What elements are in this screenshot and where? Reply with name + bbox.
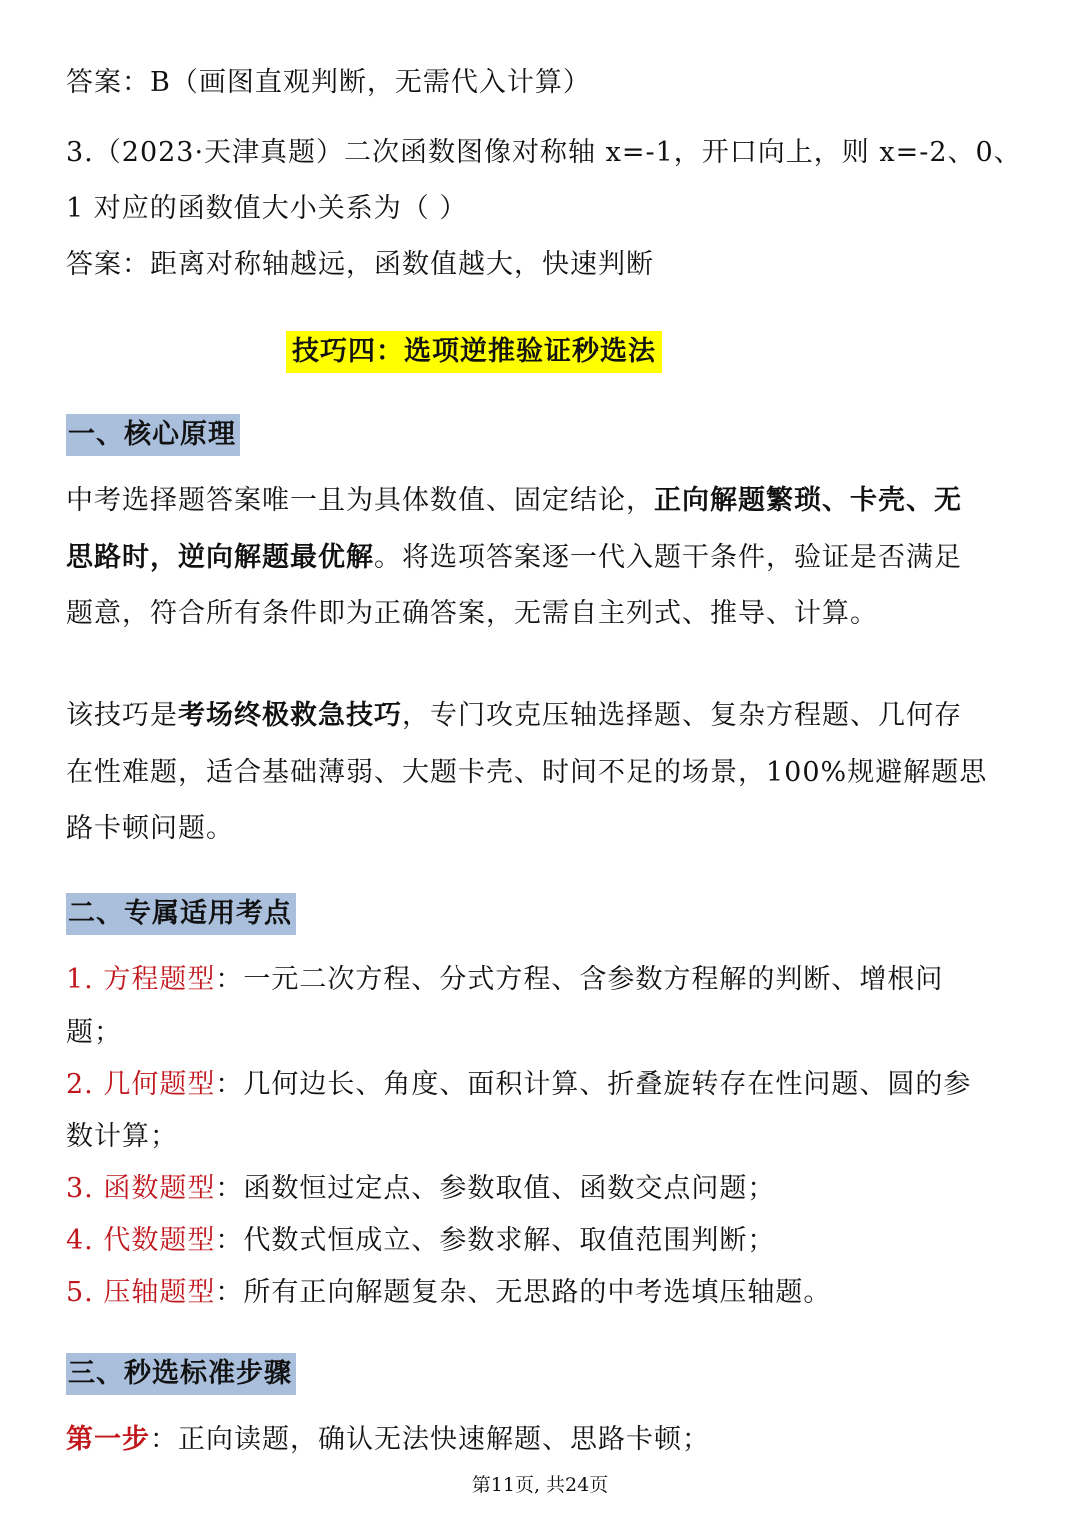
paragraph-1-line-1 xyxy=(66,481,962,521)
paragraph-2-line-2: 在性难题，适合基础薄弱、大题卡壳、时间不足的场景，100%规避解题思 xyxy=(66,757,988,788)
list-item-text: ：函数恒过定点、参数取值、函数交点问题； xyxy=(215,1173,776,1204)
paragraph-2-line-3: 路卡顿问题。 xyxy=(66,813,234,844)
paragraph-1-line-2 xyxy=(66,538,962,578)
list-item-2-line-1 xyxy=(66,1065,971,1105)
list-item-1-line-1 xyxy=(66,960,943,1000)
list-item-3 xyxy=(66,1169,775,1209)
paragraph-text: ，专门攻克压轴选择题、复杂方程题、几何存 xyxy=(402,700,962,731)
question-3-line-2: 1 对应的函数值大小关系为（ ） xyxy=(66,193,468,224)
paragraph-1-line-3: 题意，符合所有条件即为正确答案，无需自主列式、推导、计算。 xyxy=(66,598,878,629)
step-1 xyxy=(66,1420,710,1460)
list-item-text: ：代数式恒成立、参数求解、取值范围判断； xyxy=(215,1225,776,1256)
list-item-label: 1. 方程题型 xyxy=(66,964,216,995)
emphasis-text: 正向解题繁琐、卡壳、无 xyxy=(654,485,962,516)
step-label: 第一步 xyxy=(66,1424,150,1455)
section-title-applicable-points: 二、专属适用考点 xyxy=(66,893,296,935)
paragraph-text: 该技巧是 xyxy=(66,700,178,731)
technique-title: 技巧四：选项逆推验证秒选法 xyxy=(286,331,662,373)
list-item-text: ：所有正向解题复杂、无思路的中考选填压轴题。 xyxy=(215,1277,832,1308)
emphasis-text: 思路时，逆向解题最优解 xyxy=(66,542,374,573)
answer-line-1: 答案：B（画图直观判断，无需代入计算） xyxy=(66,67,591,98)
list-item-label: 3. 函数题型 xyxy=(66,1173,216,1204)
list-item-1-line-2: 题； xyxy=(66,1017,122,1048)
section-title-core-principle: 一、核心原理 xyxy=(66,414,240,456)
list-item-5 xyxy=(66,1273,831,1313)
section-title-steps: 三、秒选标准步骤 xyxy=(66,1353,296,1395)
list-item-text: ：一元二次方程、分式方程、含参数方程解的判断、增根问 xyxy=(215,964,944,995)
step-text: ：正向读题，确认无法快速解题、思路卡顿； xyxy=(150,1424,710,1455)
page-number: 第11页, 共24页 xyxy=(471,1474,609,1496)
paragraph-text: 中考选择题答案唯一且为具体数值、固定结论， xyxy=(66,485,654,516)
paragraph-2-line-1 xyxy=(66,696,962,736)
list-item-label: 4. 代数题型 xyxy=(66,1225,216,1256)
list-item-4 xyxy=(66,1221,775,1261)
answer-line-3: 答案：距离对称轴越远，函数值越大，快速判断 xyxy=(66,249,654,280)
emphasis-text: 考场终极救急技巧 xyxy=(178,700,402,731)
list-item-label: 2. 几何题型 xyxy=(66,1069,216,1100)
list-item-text: ：几何边长、角度、面积计算、折叠旋转存在性问题、圆的参 xyxy=(215,1069,972,1100)
question-3-line-1: 3.（2023·天津真题）二次函数图像对称轴 x=-1，开口向上，则 x=-2、0、 xyxy=(66,137,1022,168)
list-item-label: 5. 压轴题型 xyxy=(66,1277,216,1308)
paragraph-text: 。将选项答案逐一代入题干条件，验证是否满足 xyxy=(374,542,962,573)
list-item-2-line-2: 数计算； xyxy=(66,1121,178,1152)
